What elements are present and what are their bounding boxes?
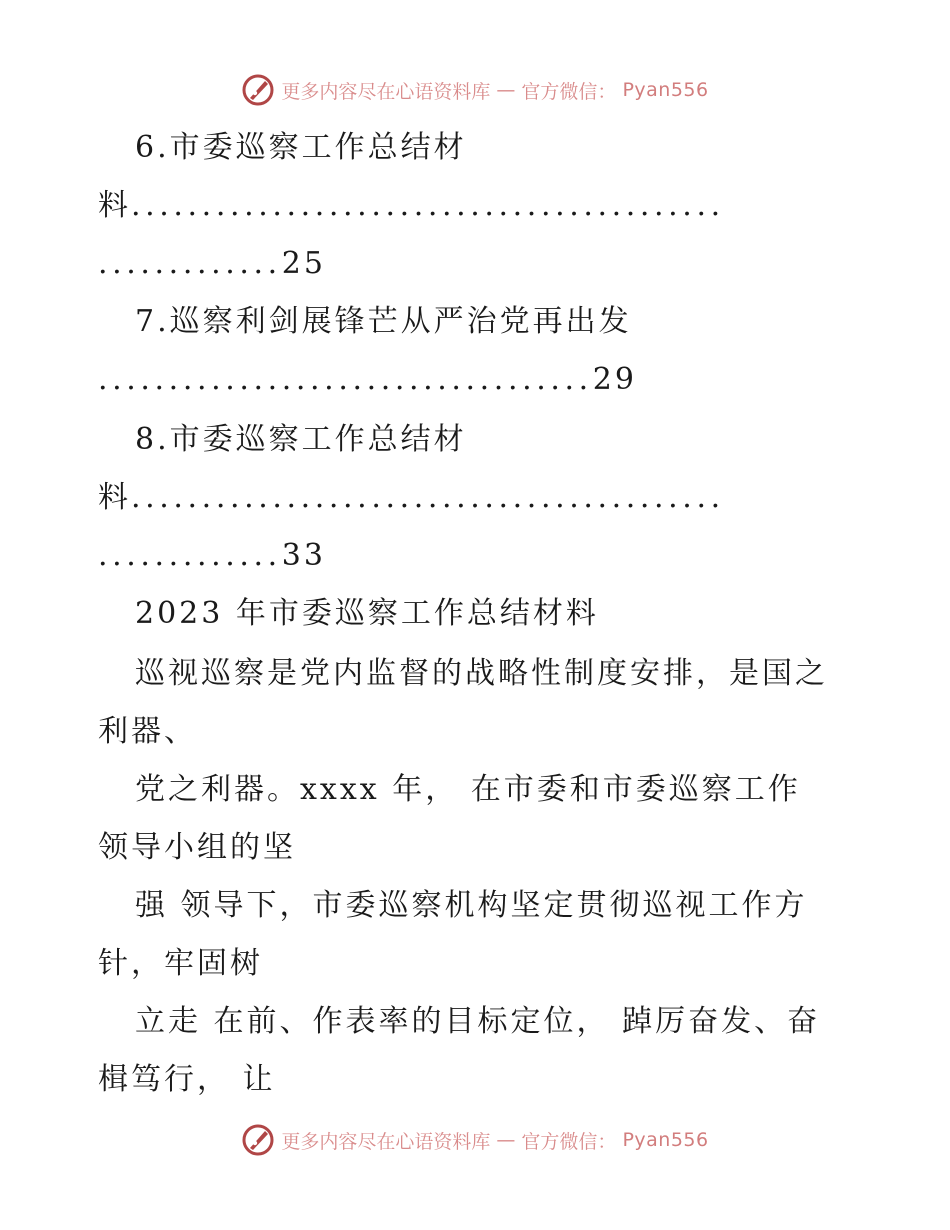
toc-entry-6-title-tail: 料 bbox=[98, 188, 131, 223]
toc-entry-8-title-tail: 料 bbox=[98, 480, 131, 515]
toc-entry-7-page-line bbox=[98, 358, 637, 402]
toc-entry-6-leader-line bbox=[98, 184, 725, 228]
header-watermark-banner bbox=[0, 70, 950, 110]
toc-entry-8-dots: .......................................... bbox=[131, 480, 725, 515]
toc-entry-6-page-number: 25 bbox=[281, 246, 326, 281]
body-line-3: 党之利器。xxxx 年， 在市委和市委巡察工作 bbox=[135, 772, 801, 807]
banner-wechat-label: 官方微信： bbox=[521, 80, 617, 103]
toc-entry-6-dots-cont: ............. bbox=[98, 246, 282, 281]
toc-entry-7-title[interactable]: 7.巡察利剑展锋芒从严治党再出发 bbox=[135, 304, 632, 339]
body-line-5: 强 领导下，市委巡察机构坚定贯彻巡视工作方 bbox=[135, 888, 808, 923]
banner-wechat-id: Pyan556 bbox=[622, 79, 709, 101]
toc-entry-6-dots: .......................................... bbox=[131, 188, 725, 223]
toc-entry-7-dots: ................................... bbox=[98, 362, 593, 397]
toc-entry-7-page-number: 29 bbox=[592, 362, 637, 397]
toc-entry-8-title[interactable]: 8.市委巡察工作总结材 bbox=[135, 422, 467, 457]
quill-logo-icon bbox=[241, 1123, 275, 1157]
banner-separator: — bbox=[496, 79, 516, 101]
toc-entry-8-page-line bbox=[98, 534, 326, 578]
toc-entry-6-page-line bbox=[98, 242, 326, 286]
banner-site-text: 更多内容尽在心语资料库 bbox=[281, 1130, 491, 1153]
banner-wechat-label: 官方微信： bbox=[521, 1130, 617, 1153]
toc-entry-8-dots-cont: ............. bbox=[98, 538, 282, 573]
quill-logo-icon bbox=[241, 73, 275, 107]
body-line-6: 针，牢固树 bbox=[98, 946, 263, 981]
body-line-1: 巡视巡察是党内监督的战略性制度安排，是国之 bbox=[135, 656, 828, 691]
banner-wechat-id: Pyan556 bbox=[622, 1129, 709, 1151]
body-line-8: 楫笃行， 让 bbox=[98, 1062, 276, 1097]
toc-entry-6-title[interactable]: 6.市委巡察工作总结材 bbox=[135, 130, 467, 165]
document-heading: 2023 年市委巡察工作总结材料 bbox=[135, 596, 599, 631]
footer-watermark-banner bbox=[0, 1120, 950, 1160]
body-line-2: 利器、 bbox=[98, 714, 197, 749]
toc-entry-8-page-number: 33 bbox=[281, 538, 326, 573]
banner-separator: — bbox=[496, 1129, 516, 1151]
body-line-4: 领导小组的坚 bbox=[98, 830, 296, 865]
body-line-7: 立走 在前、作表率的目标定位， 踔厉奋发、奋 bbox=[135, 1004, 821, 1039]
toc-entry-8-leader-line bbox=[98, 476, 725, 520]
banner-site-text: 更多内容尽在心语资料库 bbox=[281, 80, 491, 103]
